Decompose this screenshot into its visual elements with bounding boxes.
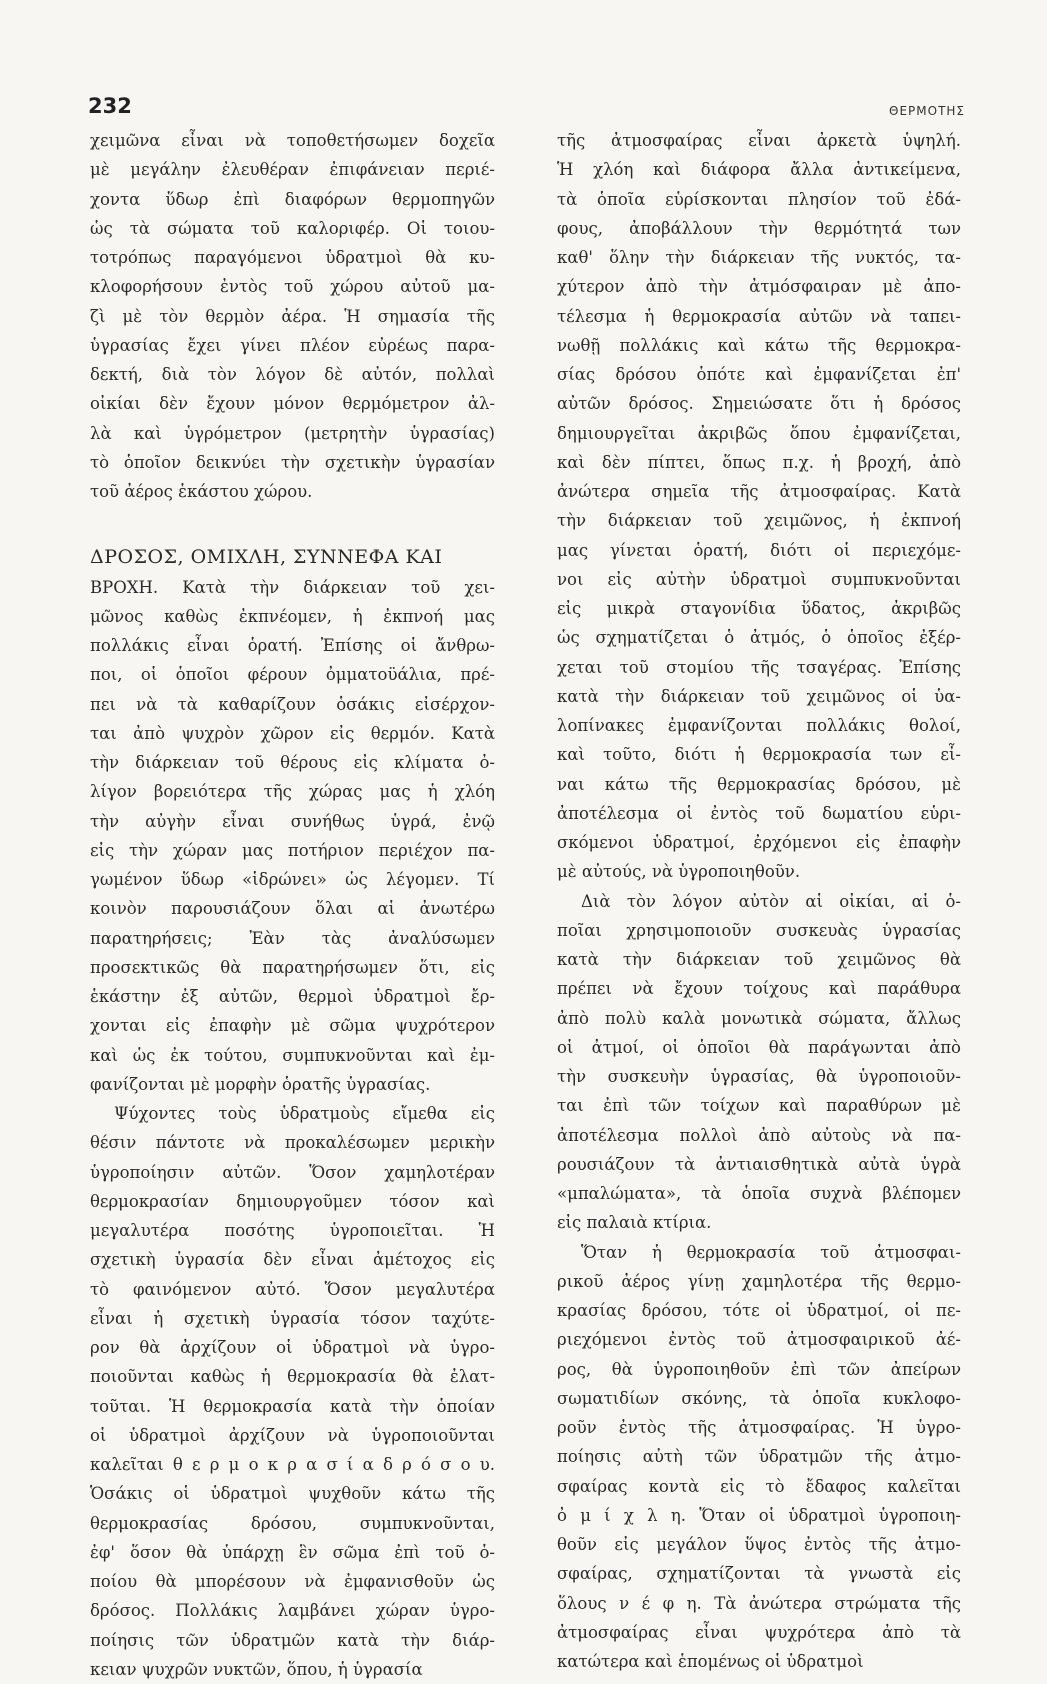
text-line: ἑκάστην ἐξ αὐτῶν, θερμοὶ ὑδρατμοὶ ἔρ- xyxy=(90,987,495,1006)
text-line: ζὶ μὲ τὸν θερμὸν ἀέρα. Ἡ σημασία τῆς xyxy=(90,306,495,326)
text-line: ρουσιάζουν τὰ ἀντιαισθητικὰ αὐτὰ ὑγρὰ xyxy=(557,1154,961,1174)
text-line: εἰς μικρὰ σταγονίδια ὕδατος, ἀκριβῶς xyxy=(557,599,961,618)
text-line: τὴν συσκευὴν ὑγρασίας, θὰ ὑγροποιοῦν- xyxy=(557,1067,961,1086)
text-line: ὑγρασίας ἔχει γίνει πλέον εὐρέως παρα- xyxy=(90,335,495,355)
text-line: Ἡ χλόη καὶ διάφορα ἄλλα ἀντικείμενα, xyxy=(557,160,961,180)
text-line: τοῦται. Ἡ θερμοκρασία κατὰ τὴν ὁποίαν xyxy=(90,1396,495,1416)
text-line: χοντα ὕδωρ ἐπὶ διαφόρων θερμοπηγῶν xyxy=(90,189,495,209)
text-line: ἐφ' ὅσον θὰ ὑπάρχῃ ἓν σῶμα ἐπὶ τοῦ ὁ- xyxy=(90,1542,495,1562)
text-line: ρον θὰ ἀρχίζουν οἱ ὑδρατμοὶ νὰ ὑγρο- xyxy=(90,1338,495,1357)
text-line: καὶ τοῦτο, διότι ἡ θερμοκρασία των εἶ- xyxy=(557,745,961,765)
text-line: οἰκίαι δὲν ἔχουν μόνον θερμόμετρον ἀλ- xyxy=(90,394,495,414)
running-head: ΘΕΡΜΟΤΗΣ xyxy=(889,104,965,118)
right-para-3 xyxy=(557,1238,961,1677)
text-line: καὶ ὡς ἐκ τούτου, συμπυκνοῦνται καὶ ἐμ- xyxy=(90,1045,495,1065)
text-line: τοτρόπως παραγόμενοι ὑδρατμοὶ θὰ κυ- xyxy=(90,248,495,267)
section-heading: ΔΡΟΣΟΣ, ΟΜΙΧΛΗ, ΣΥΝΝΕΦΑ ΚΑΙ xyxy=(90,546,443,569)
text-line: καὶ δὲν πίπτει, ὅπως π.χ. ἡ βροχή, ἀπὸ xyxy=(557,452,961,472)
text-line: καλεῖται θ ε ρ μ ο κ ρ α σ ί α δ ρ ό σ ο υ. xyxy=(90,1455,495,1474)
text-line: θερμοκρασίας δρόσου, συμπυκνοῦνται, xyxy=(90,1513,495,1533)
right-column xyxy=(557,126,961,1676)
text-line: πολλάκις εἶναι ὁρατή. Ἐπίσης οἱ ἄνθρω- xyxy=(90,636,495,655)
text-line: χύτερον ἀπὸ τὴν ἀτμόσφαιραν μὲ ἀπο- xyxy=(557,277,961,297)
text-line: ποι, οἱ ὁποῖοι φέρουν ὀμματοϋάλια, πρέ- xyxy=(90,665,495,685)
text-line: κοινὸν παρουσιάζουν ὅλαι αἱ ἀνωτέρω xyxy=(90,899,495,919)
right-para-1 xyxy=(557,126,961,887)
text-line: εἰς τὴν χώραν μας ποτήριον περιέχον πα- xyxy=(90,840,495,860)
text-line: ροῦν ἐντὸς τῆς ἀτμοσφαίρας. Ἡ ὑγρο- xyxy=(557,1418,961,1437)
text-line: τῆς ἀτμοσφαίρας εἶναι ἀρκετὰ ὑψηλή. xyxy=(557,131,961,150)
text-line: πρέπει νὰ ἔχουν τοίχους καὶ παράθυρα xyxy=(557,979,961,999)
text-line: τὸ φαινόμενον αὐτό. Ὅσον μεγαλυτέρα xyxy=(90,1279,495,1299)
text-line: ἀποτέλεσμα οἱ ἐντὸς τοῦ δωματίου εὑρι- xyxy=(557,803,961,823)
text-line: τὴν διάρκειαν τοῦ θέρους εἰς κλίματα ὀ- xyxy=(90,753,495,772)
text-line: τοῦ ἀέρος ἑκάστου χώρου. xyxy=(90,482,313,501)
text-line: τέλεσμα ἡ θερμοκρασία αὐτῶν νὰ ταπει- xyxy=(557,306,961,326)
text-line: σκόμενοι ὑδρατμοί, ἐρχόμενοι εἰς ἐπαφὴν xyxy=(557,833,961,852)
text-line: ἀνώτερα σημεῖα τῆς ἀτμοσφαίρας. Κατὰ xyxy=(557,482,961,501)
text-line: ρος, θὰ ὑγροποιηθοῦν ἐπὶ τῶν ἀπείρων xyxy=(557,1359,961,1379)
text-line: οἱ ἀτμοί, οἱ ὁποῖοι θὰ παράγωνται ἀπὸ xyxy=(557,1037,961,1057)
text-line: δημιουργεῖται ἀκριβῶς ὅπου ἐμφανίζεται, xyxy=(557,423,961,443)
text-line: τὴν διάρκειαν τοῦ χειμῶνος, ἡ ἐκπνοή xyxy=(557,511,961,531)
text-line: οἱ ὑδρατμοὶ ἀρχίζουν νὰ ὑγροποιοῦνται xyxy=(90,1425,495,1445)
text-line: φους, ἀποβάλλουν τὴν θερμότητά των xyxy=(557,218,961,238)
text-line: λίγον βορειότερα τῆς χώρας μας ἡ χλόη xyxy=(90,782,495,802)
text-line: εἰς παλαιὰ κτίρια. xyxy=(557,1213,712,1233)
left-column xyxy=(90,126,495,1684)
text-line: κατώτερα καὶ ἑπομένως οἱ ὑδρατμοὶ xyxy=(557,1652,864,1671)
left-para-1 xyxy=(90,126,495,506)
text-line: σφαίρας, σχηματίζονται τὰ γνωστὰ εἰς xyxy=(557,1564,961,1584)
text-line: ἀποτέλεσμα πολλοὶ ἀπὸ αὐτοὺς νὰ πα- xyxy=(557,1125,961,1145)
text-line: κατὰ τὴν διάρκειαν τοῦ χειμῶνος θὰ xyxy=(557,950,961,969)
text-line: δεκτή, διὰ τὸν λόγον δὲ αὐτόν, πολλαὶ xyxy=(90,365,495,384)
text-line: νωθῇ πολλάκις καὶ κάτω τῆς θερμοκρα- xyxy=(557,335,961,355)
left-para-2 xyxy=(90,573,495,1100)
text-line: γωμένον ὕδωρ «ἱδρώνει» ὡς λέγομεν. Τί xyxy=(90,870,495,889)
text-line: χονται εἰς ἐπαφὴν μὲ σῶμα ψυχρότερον xyxy=(90,1016,495,1036)
text-line: ὑγροποίησιν αὐτῶν. Ὅσον χαμηλοτέραν xyxy=(90,1162,495,1182)
text-line: καθ' ὅλην τὴν διάρκειαν τῆς νυκτός, τα- xyxy=(557,248,961,267)
text-line: ρικοῦ ἀέρος γίνῃ χαμηλοτέρα τῆς θερμο- xyxy=(557,1271,961,1291)
text-line: δρόσος. Πολλάκις λαμβάνει χώραν ὑγρο- xyxy=(90,1601,495,1621)
left-para-3 xyxy=(90,1099,495,1684)
text-line: ται ἐπὶ τῶν τοίχων καὶ παραθύρων μὲ xyxy=(557,1096,961,1116)
text-line: θέσιν πάντοτε νὰ προκαλέσωμεν μερικὴν xyxy=(90,1133,495,1153)
text-line: κατὰ τὴν διάρκειαν τοῦ χειμῶνος οἱ ὑα- xyxy=(557,686,961,706)
text-line: σχετικὴ ὑγρασία δὲν εἶναι ἀμέτοχος εἰς xyxy=(90,1250,495,1270)
text-line: νοι εἰς αὐτὴν ὑδρατμοὶ συμπυκνοῦνται xyxy=(557,569,961,589)
text-line: κλοφορήσουν ἐντὸς τοῦ χώρου αὐτοῦ μα- xyxy=(90,277,495,297)
text-line: αὐτῶν δρόσος. Σημειώσατε ὅτι ἡ δρόσος xyxy=(557,394,961,414)
text-line: ποιοῦνται καθὼς ἡ θερμοκρασία θὰ ἐλατ- xyxy=(90,1367,495,1387)
text-line: σίας δρόσου ὁπότε καὶ ἐμφανίζεται ἐπ' xyxy=(557,365,961,384)
text-line: Ψύχοντες τοὺς ὑδρατμοὺς εἴμεθα εἰς xyxy=(114,1104,495,1123)
text-line: ποῖαι χρησιμοποιοῦν συσκευὰς ὑγρασίας xyxy=(557,920,961,940)
section-gap xyxy=(90,506,495,543)
text-line: ποίησις αὐτὴ τῶν ὑδρατμῶν τῆς ἀτμο- xyxy=(557,1447,961,1467)
text-line: χειμῶνα εἶναι νὰ τοποθετήσωμεν δοχεῖα xyxy=(90,131,495,150)
text-line: λὰ καὶ ὑγρόμετρον (μετρητὴν ὑγρασίας) xyxy=(90,423,495,443)
text-line: μεγαλυτέρα ποσότης ὑγροποιεῖται. Ἡ xyxy=(90,1221,495,1240)
text-line: ναι κάτω τῆς θερμοκρασίας δρόσου, μὲ xyxy=(557,774,961,794)
text-line: θερμοκρασίαν δημιουργοῦμεν τόσον καὶ xyxy=(90,1191,495,1211)
text-line: μῶνος καθὼς ἐκπνέομεν, ἡ ἐκπνοή μας xyxy=(90,606,495,626)
text-line: ὡς τὰ σώματα τοῦ καλοριφέρ. Οἱ τοιου- xyxy=(90,218,495,238)
text-line: ὀ μ ί χ λ η. Ὅταν οἱ ὑδρατμοὶ ὑγροποιη- xyxy=(557,1505,961,1525)
text-line: ὅλους ν έ φ η. Τὰ ἀνώτερα στρώματα τῆς xyxy=(557,1593,961,1613)
text-line: τὰ ὁποῖα εὑρίσκονται πλησίον τοῦ ἐδά- xyxy=(557,189,961,209)
text-line: τὴν αὐγὴν εἶναι συνήθως ὑγρά, ἐνῷ xyxy=(90,811,495,831)
text-line: κρασίας δρόσου, τότε οἱ ὑδρατμοί, οἱ πε- xyxy=(557,1301,961,1320)
right-para-2 xyxy=(557,887,961,1238)
text-line: ποίησις τῶν ὑδρατμῶν κατὰ τὴν διάρ- xyxy=(90,1630,495,1650)
text-line: Ὁσάκις οἱ ὑδρατμοὶ ψυχθοῦν κάτω τῆς xyxy=(90,1484,495,1504)
text-line: Ὅταν ἡ θερμοκρασία τοῦ ἀτμοσφαι- xyxy=(581,1242,961,1262)
text-line: ἀτμοσφαίρας εἶναι ψυχρότερα ἀπὸ τὰ xyxy=(557,1622,961,1642)
text-line: ριεχόμενοι ἐντὸς τοῦ ἀτμοσφαιρικοῦ ἀέ- xyxy=(557,1330,961,1350)
text-line: μας γίνεται ὁρατή, διότι οἱ περιεχόμε- xyxy=(557,540,961,560)
text-line: λοπίνακες ἐμφανίζονται πολλάκις θολοί, xyxy=(557,716,961,735)
text-line: πει νὰ τὰ καθαρίζουν ὁσάκις εἰσέρχον- xyxy=(90,694,495,714)
text-line: ὡς σχηματίζεται ὁ ἀτμός, ὁ ὁποῖος ἐξέρ- xyxy=(557,628,961,648)
text-line: μὲ μεγάλην ἐλευθέραν ἐπιφάνειαν περιέ- xyxy=(90,160,495,180)
text-line: μὲ αὐτούς, νὰ ὑγροποιηθοῦν. xyxy=(557,862,801,882)
text-line: σφαίρας κοντὰ εἰς τὸ ἔδαφος καλεῖται xyxy=(557,1476,961,1496)
text-line: ἀπὸ πολὺ καλὰ μονωτικὰ σώματα, ἄλλως xyxy=(557,1008,961,1028)
text-line: σωματιδίων σκόνης, τὰ ὁποῖα κυκλοφο- xyxy=(557,1388,961,1408)
text-line: Διὰ τὸν λόγον αὐτὸν αἱ οἰκίαι, αἱ ὁ- xyxy=(581,891,961,911)
text-line: ποίου θὰ μπορέσουν νὰ ἐμφανισθοῦν ὡς xyxy=(90,1572,495,1591)
text-line: ται ἀπὸ ψυχρὸν χῶρον εἰς θερμόν. Κατὰ xyxy=(90,723,495,743)
text-line: φανίζονται μὲ μορφὴν ὁρατῆς ὑγρασίας. xyxy=(90,1074,431,1094)
text-line: χεται τοῦ στομίου τῆς τσαγέρας. Ἐπίσης xyxy=(557,657,961,677)
text-line: κειαν ψυχρῶν νυκτῶν, ὅπου, ἡ ὑγρασία xyxy=(90,1659,423,1679)
text-line: ΒΡΟΧΗ. Κατὰ τὴν διάρκειαν τοῦ χει- xyxy=(90,577,495,597)
text-line: «μπαλώματα», τὰ ὁποῖα συχνὰ βλέπομεν xyxy=(557,1184,961,1203)
text-line: παρατηρήσεις; Ἐὰν τὰς ἀναλύσωμεν xyxy=(90,928,495,948)
page-number: 232 xyxy=(88,94,132,118)
text-line: θοῦν εἰς μεγάλον ὕψος ἐντὸς τῆς ἀτμο- xyxy=(557,1535,961,1554)
text-line: εἶναι ἡ σχετικὴ ὑγρασία τόσον ταχύτε- xyxy=(90,1308,495,1328)
text-line: τὸ ὁποῖον δεικνύει τὴν σχετικὴν ὑγρασίαν xyxy=(90,452,495,472)
text-line: προσεκτικῶς θὰ παρατηρήσωμεν ὅτι, εἰς xyxy=(90,957,495,977)
